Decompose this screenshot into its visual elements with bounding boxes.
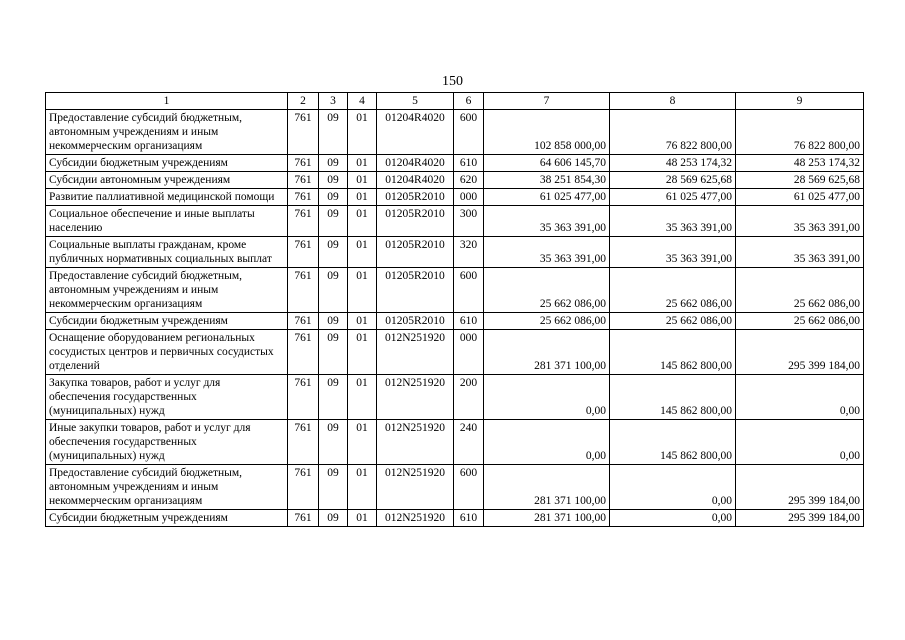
cell-section-code: 09 xyxy=(319,237,348,268)
cell-subsection-code: 01 xyxy=(348,237,377,268)
row-name-cell: Субсидии бюджетным учреждениям xyxy=(46,155,288,172)
row-name-cell: Предоставление субсидий бюджетным, автономным учреждениям и иным некоммерческим организациям xyxy=(46,465,288,510)
cell-ministry-code: 761 xyxy=(288,110,319,155)
cell-amount-col8: 35 363 391,00 xyxy=(610,206,736,237)
cell-expense-type: 600 xyxy=(454,268,484,313)
cell-subsection-code: 01 xyxy=(348,268,377,313)
cell-expense-type: 610 xyxy=(454,510,484,527)
cell-subsection-code: 01 xyxy=(348,313,377,330)
cell-amount-col9: 61 025 477,00 xyxy=(736,189,864,206)
cell-amount-col7: 35 363 391,00 xyxy=(484,237,610,268)
cell-expense-type: 320 xyxy=(454,237,484,268)
cell-expense-type: 610 xyxy=(454,313,484,330)
cell-amount-col8: 61 025 477,00 xyxy=(610,189,736,206)
table-row xyxy=(46,172,864,189)
row-name-cell: Развитие паллиативной медицинской помощи xyxy=(46,189,288,206)
cell-target-article: 01205R2010 xyxy=(377,237,454,268)
cell-amount-col8: 145 862 800,00 xyxy=(610,420,736,465)
cell-section-code: 09 xyxy=(319,268,348,313)
cell-section-code: 09 xyxy=(319,375,348,420)
cell-subsection-code: 01 xyxy=(348,510,377,527)
cell-amount-col9: 35 363 391,00 xyxy=(736,237,864,268)
header-cell: 1 xyxy=(46,93,288,110)
header-cell: 5 xyxy=(377,93,454,110)
cell-expense-type: 200 xyxy=(454,375,484,420)
cell-amount-col7: 102 858 000,00 xyxy=(484,110,610,155)
cell-ministry-code: 761 xyxy=(288,237,319,268)
cell-target-article: 01205R2010 xyxy=(377,206,454,237)
cell-subsection-code: 01 xyxy=(348,465,377,510)
cell-amount-col9: 25 662 086,00 xyxy=(736,268,864,313)
cell-section-code: 09 xyxy=(319,465,348,510)
row-name-cell: Предоставление субсидий бюджетным, автономным учреждениям и иным некоммерческим организациям xyxy=(46,110,288,155)
cell-section-code: 09 xyxy=(319,206,348,237)
cell-amount-col7: 38 251 854,30 xyxy=(484,172,610,189)
row-name-cell: Социальное обеспечение и иные выплаты населению xyxy=(46,206,288,237)
header-cell: 7 xyxy=(484,93,610,110)
row-name-cell: Предоставление субсидий бюджетным, автономным учреждениям и иным некоммерческим организациям xyxy=(46,268,288,313)
table-row xyxy=(46,510,864,527)
header-cell: 9 xyxy=(736,93,864,110)
table-row xyxy=(46,330,864,375)
cell-amount-col8: 48 253 174,32 xyxy=(610,155,736,172)
cell-amount-col7: 25 662 086,00 xyxy=(484,268,610,313)
cell-subsection-code: 01 xyxy=(348,206,377,237)
cell-target-article: 01204R4020 xyxy=(377,155,454,172)
table-row xyxy=(46,465,864,510)
cell-amount-col8: 145 862 800,00 xyxy=(610,375,736,420)
cell-amount-col9: 76 822 800,00 xyxy=(736,110,864,155)
cell-amount-col9: 25 662 086,00 xyxy=(736,313,864,330)
cell-amount-col7: 0,00 xyxy=(484,375,610,420)
cell-expense-type: 600 xyxy=(454,110,484,155)
page-number: 150 xyxy=(442,74,463,89)
cell-amount-col7: 64 606 145,70 xyxy=(484,155,610,172)
cell-amount-col8: 28 569 625,68 xyxy=(610,172,736,189)
cell-subsection-code: 01 xyxy=(348,375,377,420)
cell-ministry-code: 761 xyxy=(288,206,319,237)
cell-amount-col9: 28 569 625,68 xyxy=(736,172,864,189)
cell-ministry-code: 761 xyxy=(288,189,319,206)
header-cell: 2 xyxy=(288,93,319,110)
header-cell: 4 xyxy=(348,93,377,110)
cell-amount-col7: 281 371 100,00 xyxy=(484,510,610,527)
cell-subsection-code: 01 xyxy=(348,330,377,375)
row-name-cell: Субсидии бюджетным учреждениям xyxy=(46,510,288,527)
table-row xyxy=(46,206,864,237)
cell-ministry-code: 761 xyxy=(288,465,319,510)
cell-target-article: 012N251920 xyxy=(377,330,454,375)
table-row xyxy=(46,420,864,465)
cell-amount-col9: 0,00 xyxy=(736,375,864,420)
cell-target-article: 01204R4020 xyxy=(377,110,454,155)
cell-target-article: 012N251920 xyxy=(377,465,454,510)
row-name-cell: Оснащение оборудованием региональных сосудистых центров и первичных сосудистых отделений xyxy=(46,330,288,375)
cell-target-article: 012N251920 xyxy=(377,375,454,420)
cell-section-code: 09 xyxy=(319,110,348,155)
header-cell: 8 xyxy=(610,93,736,110)
header-cell: 6 xyxy=(454,93,484,110)
cell-ministry-code: 761 xyxy=(288,155,319,172)
cell-amount-col7: 61 025 477,00 xyxy=(484,189,610,206)
row-name-cell: Закупка товаров, работ и услуг для обеспечения государственных (муниципальных) нужд xyxy=(46,375,288,420)
table-row xyxy=(46,237,864,268)
cell-amount-col7: 0,00 xyxy=(484,420,610,465)
cell-expense-type: 000 xyxy=(454,189,484,206)
cell-section-code: 09 xyxy=(319,172,348,189)
cell-ministry-code: 761 xyxy=(288,172,319,189)
cell-expense-type: 620 xyxy=(454,172,484,189)
cell-target-article: 01205R2010 xyxy=(377,313,454,330)
cell-amount-col8: 145 862 800,00 xyxy=(610,330,736,375)
cell-subsection-code: 01 xyxy=(348,155,377,172)
row-name-cell: Социальные выплаты гражданам, кроме публичных нормативных социальных выплат xyxy=(46,237,288,268)
table-row xyxy=(46,189,864,206)
cell-amount-col7: 281 371 100,00 xyxy=(484,465,610,510)
cell-section-code: 09 xyxy=(319,313,348,330)
cell-amount-col9: 35 363 391,00 xyxy=(736,206,864,237)
table-row xyxy=(46,268,864,313)
cell-subsection-code: 01 xyxy=(348,189,377,206)
cell-amount-col7: 281 371 100,00 xyxy=(484,330,610,375)
cell-section-code: 09 xyxy=(319,420,348,465)
cell-amount-col9: 295 399 184,00 xyxy=(736,510,864,527)
header-cell: 3 xyxy=(319,93,348,110)
table-row xyxy=(46,155,864,172)
cell-expense-type: 000 xyxy=(454,330,484,375)
cell-section-code: 09 xyxy=(319,155,348,172)
cell-amount-col9: 295 399 184,00 xyxy=(736,330,864,375)
table-row xyxy=(46,110,864,155)
cell-target-article: 012N251920 xyxy=(377,420,454,465)
cell-ministry-code: 761 xyxy=(288,510,319,527)
row-name-cell: Субсидии бюджетным учреждениям xyxy=(46,313,288,330)
cell-target-article: 01205R2010 xyxy=(377,268,454,313)
cell-section-code: 09 xyxy=(319,189,348,206)
cell-amount-col8: 0,00 xyxy=(610,510,736,527)
cell-expense-type: 240 xyxy=(454,420,484,465)
table-row xyxy=(46,375,864,420)
cell-expense-type: 300 xyxy=(454,206,484,237)
cell-target-article: 01205R2010 xyxy=(377,189,454,206)
cell-subsection-code: 01 xyxy=(348,172,377,189)
cell-amount-col7: 35 363 391,00 xyxy=(484,206,610,237)
cell-expense-type: 600 xyxy=(454,465,484,510)
cell-ministry-code: 761 xyxy=(288,313,319,330)
cell-expense-type: 610 xyxy=(454,155,484,172)
cell-amount-col9: 295 399 184,00 xyxy=(736,465,864,510)
row-name-cell: Субсидии автономным учреждениям xyxy=(46,172,288,189)
cell-target-article: 01204R4020 xyxy=(377,172,454,189)
cell-ministry-code: 761 xyxy=(288,268,319,313)
cell-amount-col9: 0,00 xyxy=(736,420,864,465)
cell-ministry-code: 761 xyxy=(288,375,319,420)
table-row xyxy=(46,313,864,330)
row-name-cell: Иные закупки товаров, работ и услуг для обеспечения государственных (муниципальных) нужд xyxy=(46,420,288,465)
cell-amount-col8: 25 662 086,00 xyxy=(610,268,736,313)
cell-subsection-code: 01 xyxy=(348,420,377,465)
cell-amount-col8: 25 662 086,00 xyxy=(610,313,736,330)
cell-amount-col7: 25 662 086,00 xyxy=(484,313,610,330)
cell-amount-col8: 35 363 391,00 xyxy=(610,237,736,268)
cell-amount-col8: 76 822 800,00 xyxy=(610,110,736,155)
cell-section-code: 09 xyxy=(319,510,348,527)
cell-subsection-code: 01 xyxy=(348,110,377,155)
table-header-row xyxy=(46,93,864,110)
cell-amount-col9: 48 253 174,32 xyxy=(736,155,864,172)
cell-amount-col8: 0,00 xyxy=(610,465,736,510)
budget-table xyxy=(45,92,864,527)
cell-section-code: 09 xyxy=(319,330,348,375)
cell-target-article: 012N251920 xyxy=(377,510,454,527)
cell-ministry-code: 761 xyxy=(288,330,319,375)
cell-ministry-code: 761 xyxy=(288,420,319,465)
